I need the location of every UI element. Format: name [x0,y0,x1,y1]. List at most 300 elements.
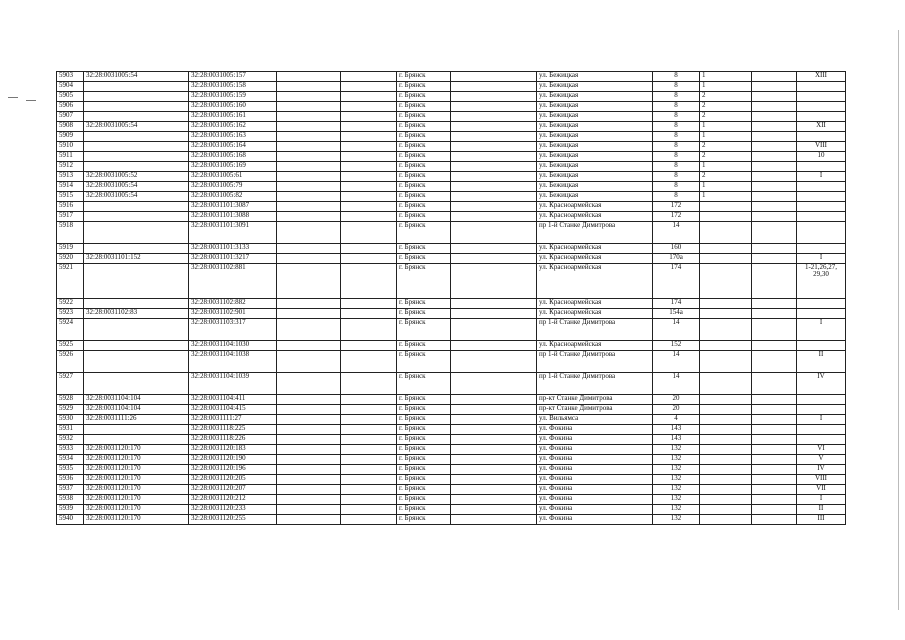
premises-number: I [797,319,846,341]
house-number: 170а [653,254,700,264]
house-number: 20 [653,405,700,415]
empty-cell [341,142,397,152]
register-rows [57,72,846,525]
empty-cell [451,212,537,222]
empty-cell [341,244,397,254]
parent-cadastral-number [84,299,189,309]
house-number: 8 [653,162,700,172]
floor-cell [700,465,752,475]
empty-cell [341,162,397,172]
empty-cell [341,505,397,515]
row-number: 5938 [57,495,84,505]
city-cell: г. Брянск [397,309,451,319]
floor-cell: 1 [700,122,752,132]
city-cell: г. Брянск [397,373,451,395]
empty-cell [451,455,537,465]
city-cell: г. Брянск [397,254,451,264]
house-number: 8 [653,92,700,102]
empty-cell [451,395,537,405]
empty-cell [277,72,341,82]
parent-cadastral-number: 32:28:0031104:104 [84,405,189,415]
empty-cell [451,445,537,455]
street-cell: ул. Красноармейская [537,244,653,254]
empty-cell [277,212,341,222]
table-row [57,254,846,264]
row-number: 5930 [57,415,84,425]
empty-cell [451,202,537,212]
empty-cell [341,395,397,405]
empty-cell [752,425,797,435]
cadastral-number: 32:28:0031102:901 [189,309,277,319]
premises-number [797,309,846,319]
floor-cell: 2 [700,92,752,102]
table-row [57,415,846,425]
street-cell: ул. Бежицкая [537,112,653,122]
premises-number: I [797,415,846,425]
empty-cell [341,309,397,319]
empty-cell [752,445,797,455]
cadastral-number: 32:28:0031101:3217 [189,254,277,264]
house-number: 14 [653,351,700,373]
street-cell: пр-кт Станке Димитрова [537,405,653,415]
city-cell: г. Брянск [397,202,451,212]
parent-cadastral-number [84,222,189,244]
city-cell: г. Брянск [397,112,451,122]
empty-cell [752,182,797,192]
empty-cell [752,254,797,264]
house-number: 132 [653,465,700,475]
empty-cell [277,244,341,254]
house-number: 14 [653,319,700,341]
empty-cell [341,254,397,264]
premises-number: II [797,505,846,515]
empty-cell [752,299,797,309]
row-number: 5921 [57,264,84,299]
premises-number: III [797,515,846,525]
parent-cadastral-number [84,373,189,395]
empty-cell [277,172,341,182]
house-number: 8 [653,122,700,132]
row-number: 5910 [57,142,84,152]
city-cell: г. Брянск [397,182,451,192]
city-cell: г. Брянск [397,162,451,172]
table-row [57,132,846,142]
parent-cadastral-number: 32:28:0031111:26 [84,415,189,425]
row-number: 5920 [57,254,84,264]
table-row [57,264,846,299]
empty-cell [341,172,397,182]
table-row [57,515,846,525]
street-cell: ул. Красноармейская [537,212,653,222]
empty-cell [451,465,537,475]
empty-cell [277,485,341,495]
empty-cell [277,182,341,192]
city-cell: г. Брянск [397,395,451,405]
empty-cell [752,515,797,525]
street-cell: ул. Красноармейская [537,341,653,351]
street-cell: ул. Бежицкая [537,142,653,152]
city-cell: г. Брянск [397,415,451,425]
floor-cell [700,341,752,351]
house-number: 143 [653,435,700,445]
empty-cell [451,515,537,525]
street-cell: ул. Бежицкая [537,182,653,192]
empty-cell [451,405,537,415]
house-number: 8 [653,112,700,122]
table-row [57,341,846,351]
premises-number [797,112,846,122]
cadastral-number: 32:28:0031005:164 [189,142,277,152]
empty-cell [277,341,341,351]
parent-cadastral-number [84,264,189,299]
cadastral-number: 32:28:0031101:3133 [189,244,277,254]
floor-cell: 1 [700,72,752,82]
row-number: 5925 [57,341,84,351]
premises-number [797,405,846,415]
empty-cell [752,222,797,244]
street-cell: ул. Красноармейская [537,309,653,319]
cadastral-number: 32:28:0031120:255 [189,515,277,525]
parent-cadastral-number [84,319,189,341]
premises-number [797,82,846,92]
cadastral-number: 32:28:0031120:183 [189,445,277,455]
empty-cell [451,152,537,162]
parent-cadastral-number [84,425,189,435]
floor-cell [700,435,752,445]
empty-cell [341,341,397,351]
premises-number [797,395,846,405]
empty-cell [752,405,797,415]
empty-cell [341,92,397,102]
empty-cell [277,82,341,92]
empty-cell [277,425,341,435]
empty-cell [451,351,537,373]
premises-number: I [797,254,846,264]
empty-cell [752,465,797,475]
floor-cell: 1 [700,82,752,92]
city-cell: г. Брянск [397,319,451,341]
premises-number [797,341,846,351]
city-cell: г. Брянск [397,351,451,373]
empty-cell [752,82,797,92]
premises-number: 1-21,26,27, 29,30 [797,264,846,299]
empty-cell [451,425,537,435]
parent-cadastral-number: 32:28:0031005:52 [84,172,189,182]
street-cell: ул. Красноармейская [537,264,653,299]
premises-number: I [797,172,846,182]
row-number: 5936 [57,475,84,485]
empty-cell [341,495,397,505]
house-number: 14 [653,373,700,395]
row-number: 5940 [57,515,84,525]
city-cell: г. Брянск [397,505,451,515]
floor-cell [700,351,752,373]
scan-mark [8,97,18,98]
floor-cell [700,212,752,222]
row-number: 5927 [57,373,84,395]
street-cell: ул. Бежицкая [537,172,653,182]
cadastral-number: 32:28:0031120:207 [189,485,277,495]
street-cell: ул. Бежицкая [537,132,653,142]
empty-cell [277,299,341,309]
parent-cadastral-number [84,202,189,212]
empty-cell [451,82,537,92]
city-cell: г. Брянск [397,132,451,142]
city-cell: г. Брянск [397,515,451,525]
cadastral-number: 32:28:0031104:1030 [189,341,277,351]
city-cell: г. Брянск [397,192,451,202]
premises-number: VIII [797,475,846,485]
floor-cell: 1 [700,162,752,172]
parent-cadastral-number: 32:28:0031120:170 [84,515,189,525]
street-cell: ул. Фокина [537,455,653,465]
empty-cell [451,142,537,152]
street-cell: ул. Бежицкая [537,192,653,202]
empty-cell [277,309,341,319]
house-number: 172 [653,202,700,212]
row-number: 5915 [57,192,84,202]
empty-cell [277,132,341,142]
table-row [57,395,846,405]
table-row [57,299,846,309]
city-cell: г. Брянск [397,445,451,455]
empty-cell [451,244,537,254]
premises-number: VIII [797,142,846,152]
empty-cell [277,202,341,212]
parent-cadastral-number [84,162,189,172]
house-number: 174 [653,264,700,299]
cadastral-number: 32:28:0031005:160 [189,102,277,112]
empty-cell [341,82,397,92]
street-cell: ул. Красноармейская [537,299,653,309]
empty-cell [341,425,397,435]
empty-cell [277,254,341,264]
empty-cell [451,182,537,192]
cadastral-number: 32:28:0031104:411 [189,395,277,405]
premises-number [797,192,846,202]
city-cell: г. Брянск [397,92,451,102]
parent-cadastral-number: 32:28:0031005:54 [84,182,189,192]
table-row [57,212,846,222]
cadastral-number: 32:28:0031102:881 [189,264,277,299]
premises-number: IV [797,465,846,475]
house-number: 20 [653,395,700,405]
floor-cell [700,299,752,309]
house-number: 154а [653,309,700,319]
house-number: 8 [653,192,700,202]
empty-cell [752,395,797,405]
house-number: 143 [653,425,700,435]
row-number: 5932 [57,435,84,445]
table-row [57,192,846,202]
house-number: 132 [653,485,700,495]
house-number: 8 [653,172,700,182]
empty-cell [341,415,397,425]
table-row [57,182,846,192]
empty-cell [752,319,797,341]
empty-cell [341,455,397,465]
empty-cell [277,395,341,405]
parent-cadastral-number: 32:28:0031120:170 [84,465,189,475]
floor-cell [700,264,752,299]
floor-cell [700,455,752,465]
street-cell: ул. Фокина [537,465,653,475]
table-row [57,465,846,475]
table-row [57,309,846,319]
empty-cell [277,264,341,299]
cadastral-number: 32:28:0031120:212 [189,495,277,505]
parent-cadastral-number [84,132,189,142]
floor-cell: 2 [700,102,752,112]
table-row [57,485,846,495]
row-number: 5939 [57,505,84,515]
parent-cadastral-number: 32:28:0031104:104 [84,395,189,405]
street-cell: ул. Бежицкая [537,82,653,92]
row-number: 5909 [57,132,84,142]
city-cell: г. Брянск [397,455,451,465]
row-number: 5907 [57,112,84,122]
row-number: 5911 [57,152,84,162]
premises-number: V [797,455,846,465]
parent-cadastral-number [84,152,189,162]
cadastral-number: 32:28:0031101:3091 [189,222,277,244]
table-row [57,475,846,485]
street-cell: ул. Бежицкая [537,92,653,102]
empty-cell [752,264,797,299]
city-cell: г. Брянск [397,82,451,92]
empty-cell [277,92,341,102]
house-number: 172 [653,212,700,222]
city-cell: г. Брянск [397,212,451,222]
parent-cadastral-number: 32:28:0031101:152 [84,254,189,264]
table-row [57,435,846,445]
empty-cell [341,465,397,475]
empty-cell [752,162,797,172]
table-row [57,72,846,82]
empty-cell [451,475,537,485]
row-number: 5933 [57,445,84,455]
city-cell: г. Брянск [397,425,451,435]
cadastral-number: 32:28:0031005:161 [189,112,277,122]
row-number: 5937 [57,485,84,495]
row-number: 5929 [57,405,84,415]
cadastral-number: 32:28:0031005:168 [189,152,277,162]
floor-cell [700,475,752,485]
street-cell: пр-кт Станке Димитрова [537,395,653,405]
empty-cell [277,475,341,485]
row-number: 5919 [57,244,84,254]
empty-cell [277,405,341,415]
empty-cell [277,102,341,112]
cadastral-number: 32:28:0031104:415 [189,405,277,415]
empty-cell [752,152,797,162]
table-row [57,122,846,132]
premises-number [797,425,846,435]
floor-cell [700,244,752,254]
row-number: 5912 [57,162,84,172]
row-number: 5917 [57,212,84,222]
floor-cell [700,495,752,505]
table-row [57,112,846,122]
parent-cadastral-number: 32:28:0031005:54 [84,192,189,202]
street-cell: ул. Бежицкая [537,72,653,82]
premises-number: XII [797,122,846,132]
empty-cell [341,299,397,309]
premises-number: II [797,351,846,373]
empty-cell [277,351,341,373]
house-number: 14 [653,222,700,244]
empty-cell [341,485,397,495]
floor-cell: 1 [700,182,752,192]
table-row [57,102,846,112]
row-number: 5904 [57,82,84,92]
cadastral-number: 32:28:0031104:1039 [189,373,277,395]
empty-cell [451,254,537,264]
street-cell: пр 1-й Станке Димитрова [537,222,653,244]
parent-cadastral-number: 32:28:0031120:170 [84,495,189,505]
floor-cell [700,505,752,515]
city-cell: г. Брянск [397,72,451,82]
table-row [57,425,846,435]
premises-number [797,102,846,112]
cadastral-number: 32:28:0031005:162 [189,122,277,132]
empty-cell [752,202,797,212]
parent-cadastral-number [84,92,189,102]
empty-cell [752,142,797,152]
table-row [57,505,846,515]
empty-cell [451,92,537,102]
empty-cell [752,132,797,142]
street-cell: пр 1-й Станке Димитрова [537,351,653,373]
cadastral-number: 32:28:0031101:3087 [189,202,277,212]
parent-cadastral-number [84,212,189,222]
empty-cell [341,445,397,455]
floor-cell [700,405,752,415]
premises-number [797,202,846,212]
street-cell: ул. Вильямса [537,415,653,425]
street-cell: ул. Бежицкая [537,152,653,162]
empty-cell [752,341,797,351]
premises-number [797,162,846,172]
empty-cell [341,405,397,415]
empty-cell [752,351,797,373]
table-row [57,373,846,395]
row-number: 5923 [57,309,84,319]
floor-cell [700,395,752,405]
floor-cell [700,254,752,264]
premises-number [797,299,846,309]
premises-number [797,244,846,254]
city-cell: г. Брянск [397,465,451,475]
empty-cell [341,102,397,112]
row-number: 5931 [57,425,84,435]
empty-cell [752,495,797,505]
cadastral-number: 32:28:0031005:163 [189,132,277,142]
house-number: 132 [653,455,700,465]
city-cell: г. Брянск [397,495,451,505]
parent-cadastral-number: 32:28:0031120:170 [84,475,189,485]
street-cell: ул. Фокина [537,505,653,515]
floor-cell [700,373,752,395]
empty-cell [277,152,341,162]
house-number: 132 [653,505,700,515]
city-cell: г. Брянск [397,341,451,351]
cadastral-number: 32:28:0031005:159 [189,92,277,102]
floor-cell: 2 [700,172,752,182]
floor-cell [700,515,752,525]
premises-number [797,92,846,102]
street-cell: ул. Фокина [537,485,653,495]
